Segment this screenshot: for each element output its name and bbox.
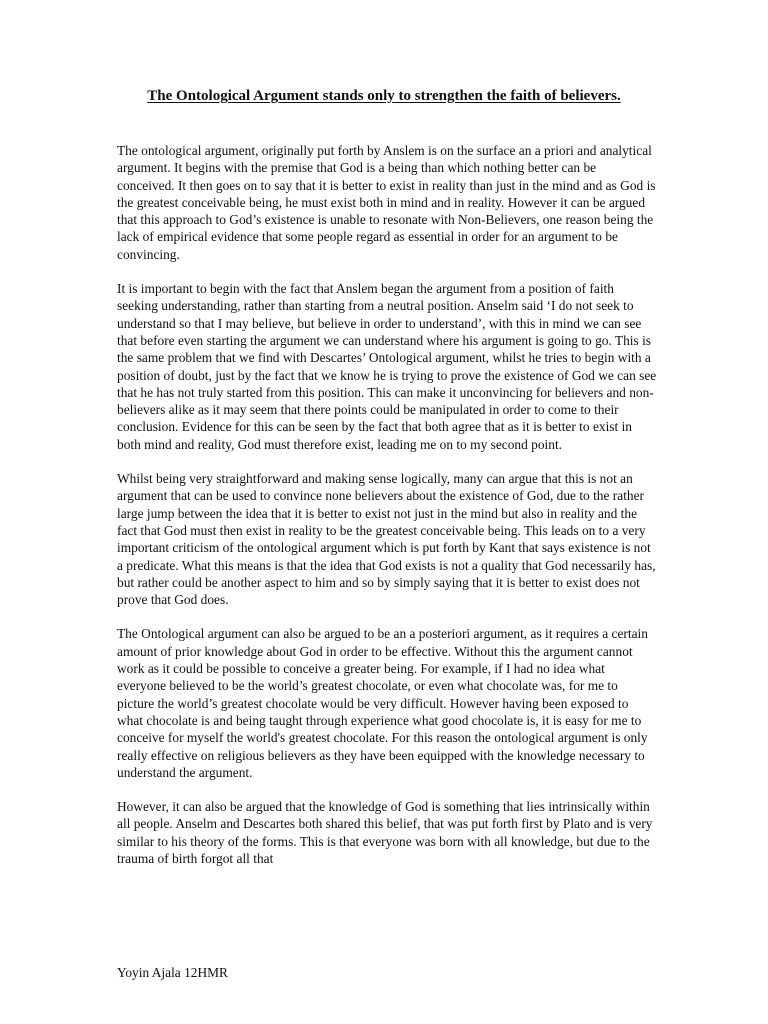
document-body — [117, 142, 657, 884]
paragraph-2: It is important to begin with the fact that Anslem began the argument from a position of faith seeking understanding, rather than starting from a neutral position. Anselm said ‘I do not seek to understand so that I may believe, but believe in order to understand’, with this in mind we can see that before even starting the argument we can understand where his argument is going to go. This is the same problem that we find with Descartes’ Ontological argument, whilst he tries to begin with a position of doubt, just by the fact that we know he is trying to prove the existence of God we can see that he has not truly started from this position. This can make it unconvincing for believers and non-believers alike as it may seem that there points could be manipulated in order to come to their conclusion. Evidence for this can be seen by the fact that both agree that as it is better to exist in both mind and reality, God must therefore exist, leading me on to my second point. — [117, 281, 657, 452]
paragraph-3: Whilst being very straightforward and making sense logically, many can argue that this is not an argument that can be used to convince none believers about the existence of God, due to the rather large jump between the idea that it is better to exist not just in the mind but also in reality and the fact that God must then exist in reality to be the greatest conceivable being. This leads on to a very important criticism of the ontological argument which is put forth by Kant that says existence is not a predicate. What this means is that the idea that God exists is not a quality that God necessarily has, but rather could be another aspect to him and so by simply saying that it is better to exist does not prove that God does. — [117, 471, 656, 608]
title-text: The Ontological Argument stands only to strengthen the faith of believers — [147, 88, 617, 104]
page-footer: Yoyin Ajala 12HMR — [117, 965, 228, 980]
title-trailing-period: . — [616, 88, 621, 104]
document-title — [110, 86, 658, 107]
paragraph-5: However, it can also be argued that the knowledge of God is something that lies intrinsically within all people. Anselm and Descartes both shared this belief, that was put forth first by Plato and is very similar to his theory of the forms. This is that everyone was born with all knowledge, but due to the trauma of birth forgot all that — [117, 799, 653, 866]
paragraph-4: The Ontological argument can also be argued to be an a posteriori argument, as it requires a certain amount of prior knowledge about God in order to be effective. Without this the argument cannot work as it could be possible to conceive a greater being. For example, if I had no idea what everyone believed to be the world’s greatest chocolate, or even what chocolate was, for me to picture the world’s greatest chocolate would be very difficult. However having been exposed to what chocolate is and being taught through experience what good chocolate is, it is easy for me to conceive for myself the world's greatest chocolate. For this reason the ontological argument is only really effective on religious believers as they have been equipped with the knowledge necessary to understand the argument. — [117, 626, 648, 780]
paragraph-1: The ontological argument, originally put forth by Anslem is on the surface an a priori and analytical argument. It begins with the premise that God is a being than which nothing better can be conceived. It then goes on to say that it is better to exist in reality than just in the mind and as God is the greatest conceivable being, he must exist both in mind and in reality. However it can be argued that this approach to God’s existence is unable to resonate with Non-Believers, one reason being the lack of empirical evidence that some people regard as essential in order for an argument to be convincing. — [117, 143, 656, 262]
